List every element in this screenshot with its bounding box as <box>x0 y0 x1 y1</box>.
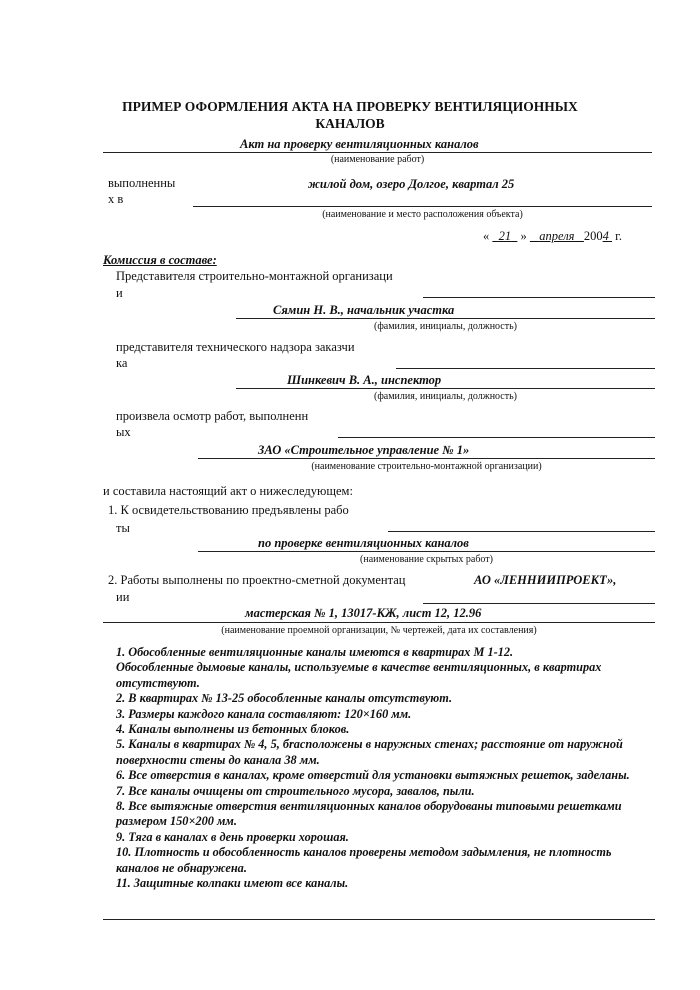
title-line-2: КАНАЛОВ <box>315 116 385 131</box>
date-line <box>483 229 622 244</box>
performed-label-1: выполненны <box>108 176 176 190</box>
rep-build-short-line <box>423 297 655 298</box>
finding-item: 10. Плотность и обособленность каналов проверены методом задымления, не плотность каналов не обнаружена. <box>116 845 612 875</box>
finding-item: 11. Защитные колпаки имеют все каналы. <box>116 876 349 891</box>
inspect-label-2: ых <box>116 425 131 439</box>
document-title <box>0 98 700 132</box>
org-value: ЗАО «Строительное управление № 1» <box>258 443 470 457</box>
caption-org: (наименование строительно-монтажной организации) <box>311 461 542 472</box>
date-month: апреля <box>539 229 575 243</box>
finding-item: Обособленные дымовые каналы, используемые в качестве вентиляционных, в квартирах отсутствуют. <box>116 660 602 690</box>
caption-person-1: (фамилия, инициалы, должность) <box>373 321 518 332</box>
rep-build-label-1: Представителя строительно-монтажной организаци <box>116 269 393 283</box>
act-name-underline <box>103 152 652 153</box>
p2-underline <box>103 622 655 623</box>
p2-short-line <box>423 603 655 604</box>
finding-item: 1. Обособленные вентиляционные каналы имеются в квартирах М 1-12. <box>116 645 514 659</box>
caption-person-2: (фамилия, инициалы, должность) <box>373 391 518 402</box>
compiled-text: и составила настоящий акт о нижеследующем: <box>103 484 353 498</box>
caption-works: (наименование работ) <box>330 154 425 165</box>
p2-label-1: 2. Работы выполнены по проектно-сметной документац <box>108 573 406 587</box>
rep-build-label-2: и <box>116 286 123 300</box>
p1-short-line <box>388 531 655 532</box>
object-underline <box>193 206 652 207</box>
date-year-suffix: 4 <box>602 229 609 243</box>
caption-hidden-works: (наименование скрытых работ) <box>360 554 493 565</box>
object-value: жилой дом, озеро Долгое, квартал 25 <box>308 177 515 191</box>
caption-project: (наименование проемной организации, № чертежей, дата их составления) <box>221 625 537 636</box>
finding-item: 4. Каналы выполнены из бетонных блоков. <box>116 722 350 737</box>
p2-label-2: ии <box>116 590 130 604</box>
rep-build-value: Сямин Н. В., начальник участка <box>273 303 455 317</box>
p1-value: по проверке вентиляционных каналов <box>258 536 469 550</box>
date-day: 21 <box>498 229 512 243</box>
finding-item: 3. Размеры каждого канала составляют: 120×160 мм. <box>116 706 412 721</box>
rep-tech-label-2: ка <box>116 356 128 370</box>
finding-item: 5. Каналы в квартирах № 4, 5, бrасположены в наружных стенах; расстояние от наружной поверхности стены до канала 38 мм. <box>116 737 623 767</box>
findings-list <box>116 645 646 892</box>
rep-tech-label-1: представителя технического надзора заказчи <box>116 340 355 354</box>
date-open-quote: « <box>483 229 490 243</box>
finding-item: 7. Все каналы очищены от строительного мусора, завалов, пыли. <box>116 783 475 798</box>
rep-build-underline <box>236 318 655 319</box>
rep-tech-value: Шинкевич В. А., инспектор <box>287 373 442 387</box>
rep-tech-underline <box>236 388 655 389</box>
org-underline <box>198 458 655 459</box>
p1-underline <box>198 551 655 552</box>
finding-item: 9. Тяга в каналах в день проверки хорошая. <box>116 829 349 844</box>
p2-value-2: мастерская № 1, 13017-КЖ, лист 12, 12.96 <box>245 606 482 620</box>
caption-object: (наименование и место расположения объекта) <box>322 209 523 220</box>
inspect-label-1: произвела осмотр работ, выполненн <box>116 409 309 423</box>
date-year-prefix: 200 <box>583 229 603 243</box>
finding-item: 2. В квартирах № 13-25 обособленные каналы отсутствуют. <box>116 691 453 706</box>
p1-label-2: ты <box>116 521 130 535</box>
finding-item: 8. Все вытяжные отверстия вентиляционных каналов оборудованы типовыми решетками размером 150×200 мм. <box>116 799 622 829</box>
rep-tech-short-line <box>396 368 655 369</box>
date-g: г. <box>615 229 622 243</box>
finding-item: 6. Все отверстия в каналах, кроме отверстий для установки вытяжных решеток, заделаны. <box>116 768 630 783</box>
commission-heading: Комиссия в составе: <box>103 253 217 267</box>
findings-bottom-line <box>103 919 655 920</box>
performed-label-2: х в <box>108 192 124 206</box>
inspect-short-line <box>338 437 655 438</box>
p1-label-1: 1. К освидетельствованию предъявлены рабо <box>108 503 349 517</box>
title-line-1: ПРИМЕР ОФОРМЛЕНИЯ АКТА НА ПРОВЕРКУ ВЕНТИЛЯЦИОННЫХ <box>122 99 578 114</box>
date-close-quote: » <box>520 229 527 243</box>
p2-value-1: АО «ЛЕННИИПРОЕКТ», <box>474 573 617 587</box>
act-name: Акт на проверку вентиляционных каналов <box>240 137 479 151</box>
